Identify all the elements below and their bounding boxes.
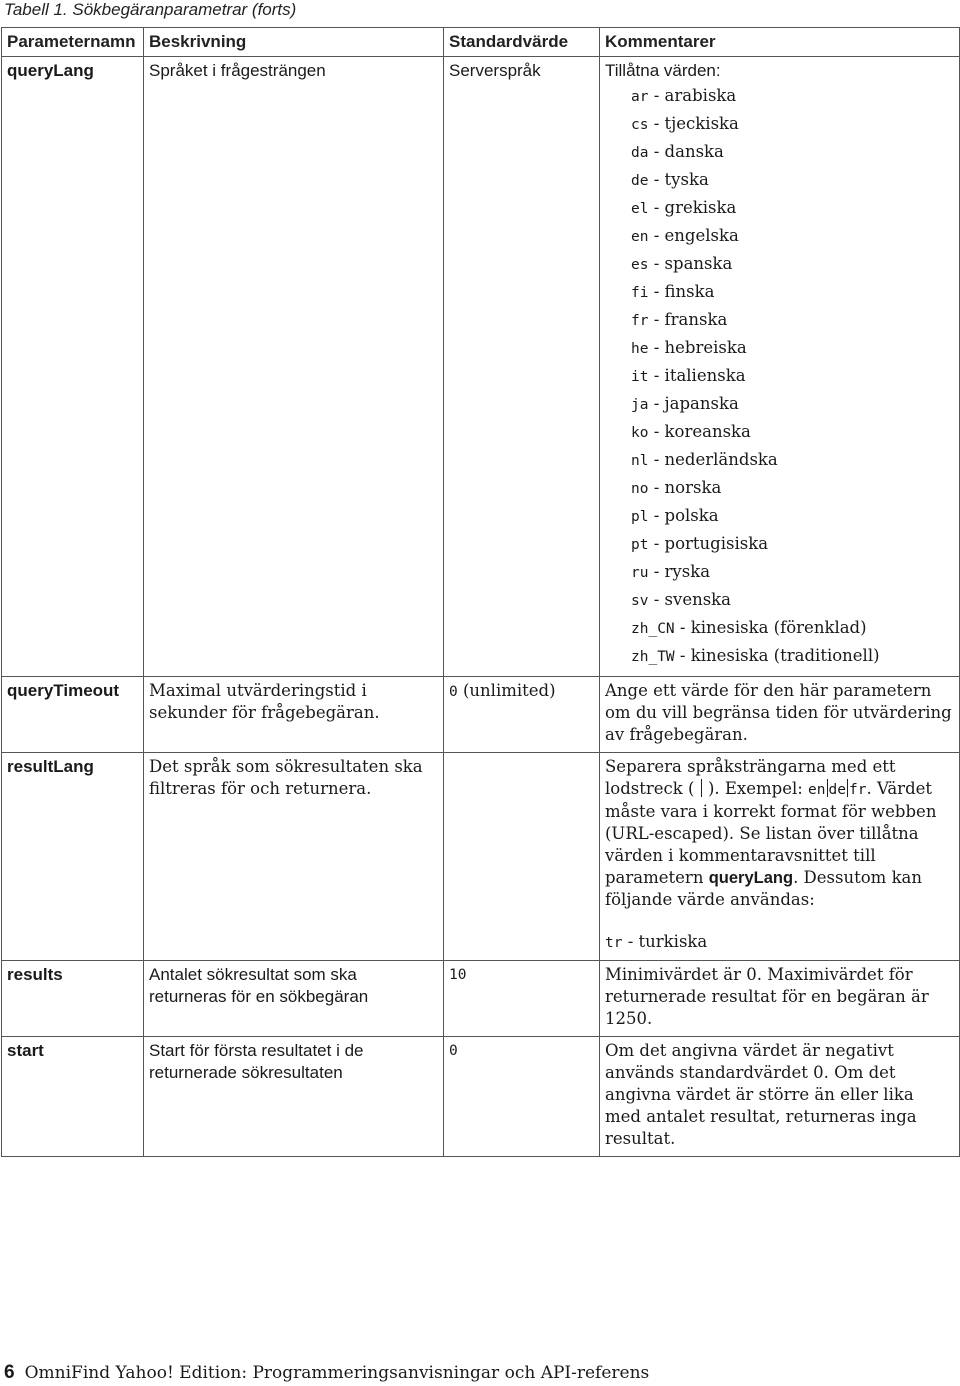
language-item: [631, 194, 954, 222]
param-description: Start för första resultatet i de returnerade sökresultaten: [144, 1037, 444, 1157]
language-name: - spanska: [653, 254, 733, 273]
extra-code: tr: [605, 935, 623, 951]
comment-text: . Värdet måste vara i korrekt format för webben (URL-escaped). Se listan över tillåtna värden i kommentaravsnittet till parametern: [605, 779, 937, 887]
table-row: [2, 57, 960, 677]
extra-name: - turkiska: [622, 932, 708, 951]
language-item: [631, 166, 954, 194]
language-code: he: [631, 341, 649, 357]
search-parameters-table: [1, 27, 960, 1157]
language-name: - danska: [653, 142, 724, 161]
param-name: queryTimeout: [2, 677, 144, 753]
language-name: - tjeckiska: [653, 114, 739, 133]
table-caption: Tabell 1. Sökbegäranparametrar (forts): [4, 0, 297, 19]
comment-text: Separera språksträngarna med ett lodstreck (: [605, 757, 896, 798]
language-item: [631, 138, 954, 166]
language-item: [631, 306, 954, 334]
language-item: [631, 222, 954, 250]
param-reference: queryLang: [708, 869, 794, 887]
language-name: - grekiska: [653, 198, 737, 217]
language-list: [605, 82, 954, 670]
language-code: cs: [631, 117, 649, 133]
param-default: [444, 753, 600, 961]
param-default: Serverspråk: [444, 57, 600, 677]
example-code: de: [828, 782, 846, 798]
language-code: nl: [631, 453, 649, 469]
language-name: - ryska: [653, 562, 711, 581]
default-note: (unlimited): [457, 681, 556, 700]
param-name: start: [2, 1037, 144, 1157]
language-name: - polska: [653, 506, 719, 525]
language-code: zh_TW: [631, 649, 675, 665]
header-comments: Kommentarer: [600, 28, 960, 57]
language-item: [631, 614, 954, 642]
language-item: [631, 278, 954, 306]
language-name: - finska: [653, 282, 715, 301]
language-name: - franska: [653, 310, 728, 329]
param-description: Maximal utvärderingstid i sekunder för frågebegäran.: [144, 677, 444, 753]
default-code: 0: [449, 684, 458, 700]
language-item: [631, 110, 954, 138]
language-code: zh_CN: [631, 621, 675, 637]
param-default: 10: [444, 961, 600, 1037]
language-name: - svenska: [653, 590, 732, 609]
param-default: 0: [444, 1037, 600, 1157]
language-item: [631, 334, 954, 362]
param-name: queryLang: [2, 57, 144, 677]
param-comment: [600, 753, 960, 961]
param-comment: Om det angivna värdet är negativt används standardvärdet 0. Om det angivna värdet är större än eller lika med antalet resultat, returneras inga resultat.: [600, 1037, 960, 1157]
allowed-values-label: Tillåtna värden:: [605, 61, 721, 80]
comment-text: . Dessutom kan följande värde användas:: [605, 868, 923, 909]
language-name: - italienska: [653, 366, 746, 385]
language-code: es: [631, 257, 649, 273]
param-comment: Minimivärdet är 0. Maximivärdet för returnerade resultat för en begäran är 1250.: [600, 961, 960, 1037]
header-default-value: Standardvärde: [444, 28, 600, 57]
param-comment: Ange ett värde för den här parametern om du vill begränsa tiden för utvärdering av frågebegäran.: [600, 677, 960, 753]
language-item: [631, 502, 954, 530]
language-code: el: [631, 201, 649, 217]
table-row: [2, 1037, 960, 1157]
language-code: pl: [631, 509, 649, 525]
table-row: [2, 961, 960, 1037]
language-name: - kinesiska (traditionell): [679, 646, 880, 665]
table-row: [2, 677, 960, 753]
language-item: [631, 446, 954, 474]
language-item: [631, 530, 954, 558]
param-name: resultLang: [2, 753, 144, 961]
language-code: ko: [631, 425, 649, 441]
table-row: [2, 753, 960, 961]
language-name: - nederländska: [653, 450, 778, 469]
page-number: 6: [4, 1362, 15, 1383]
language-code: no: [631, 481, 649, 497]
page-footer: [4, 1362, 649, 1384]
language-item: [631, 418, 954, 446]
language-code: ru: [631, 565, 649, 581]
language-item: [631, 82, 954, 110]
language-name: - portugisiska: [653, 534, 769, 553]
language-code: fr: [631, 313, 649, 329]
language-item: [631, 586, 954, 614]
language-code: pt: [631, 537, 649, 553]
language-code: fi: [631, 285, 649, 301]
language-code: en: [631, 229, 649, 245]
language-item: [631, 390, 954, 418]
comment-text: ). Exempel:: [702, 779, 809, 798]
header-description: Beskrivning: [144, 28, 444, 57]
pipe-symbol: [827, 779, 828, 797]
param-name: results: [2, 961, 144, 1037]
language-name: - tyska: [653, 170, 709, 189]
language-code: da: [631, 145, 649, 161]
language-item: [631, 642, 954, 670]
param-default: [444, 677, 600, 753]
param-description: Antalet sökresultat som ska returneras för en sökbegäran: [144, 961, 444, 1037]
param-description: Språket i frågesträngen: [144, 57, 444, 677]
example-code: fr: [848, 782, 867, 798]
language-name: - norska: [653, 478, 722, 497]
language-item: [631, 558, 954, 586]
header-parameter-name: Parameternamn: [2, 28, 144, 57]
extra-value: [605, 931, 954, 954]
example-code: en: [808, 782, 826, 798]
param-description: Det språk som sökresultaten ska filtreras för och returnera.: [144, 753, 444, 961]
language-name: - koreanska: [653, 422, 751, 441]
language-code: sv: [631, 593, 649, 609]
pipe-symbol: [847, 779, 848, 797]
language-item: [631, 250, 954, 278]
language-code: de: [631, 173, 649, 189]
language-code: ar: [631, 89, 649, 105]
language-item: [631, 362, 954, 390]
language-item: [631, 474, 954, 502]
table-header-row: [2, 28, 960, 57]
language-name: - hebreiska: [653, 338, 747, 357]
param-comment: [600, 57, 960, 677]
language-name: - engelska: [653, 226, 739, 245]
language-code: it: [631, 369, 649, 385]
language-name: - kinesiska (förenklad): [679, 618, 867, 637]
pipe-symbol: [701, 779, 702, 797]
language-name: - japanska: [653, 394, 739, 413]
language-name: - arabiska: [653, 86, 737, 105]
footer-text: OmniFind Yahoo! Edition: Programmeringsanvisningar och API-referens: [24, 1363, 650, 1383]
language-code: ja: [631, 397, 649, 413]
